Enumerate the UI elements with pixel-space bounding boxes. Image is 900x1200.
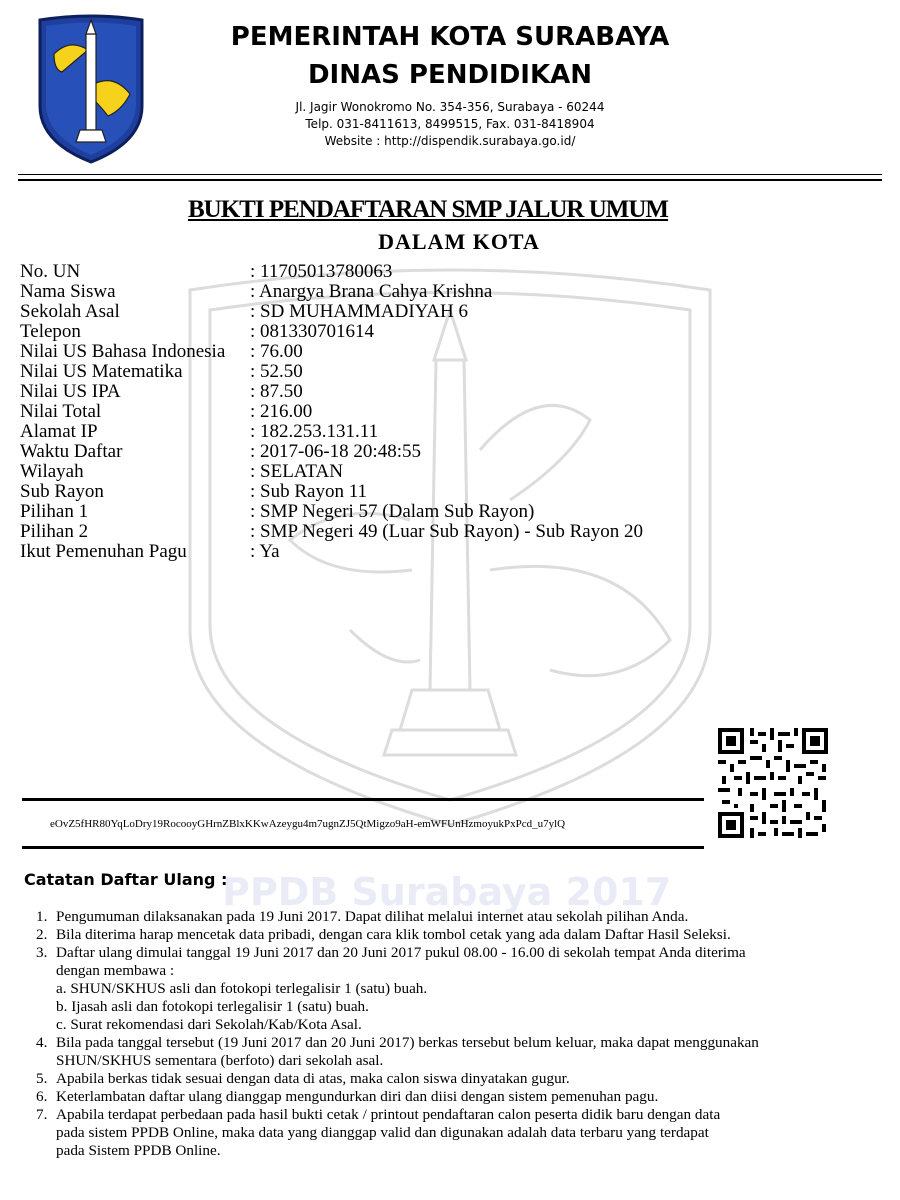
field-label: No. UN (20, 261, 81, 282)
field-value: : 11705013780063 (250, 261, 393, 282)
department-name: DINAS PENDIDIKAN (307, 60, 593, 90)
office-phone: Telp. 031-8411613, 8499515, Fax. 031-8418904 (305, 117, 595, 131)
ppdb-watermark-text: PPDB Surabaya 2017 (222, 870, 672, 914)
header-divider-thick (18, 179, 882, 181)
note-item: 4. Bila pada tanggal tersebut (19 Juni 2017 dan 20 Juni 2017) berkas tersebut belum keluar, maka dapat menggunakan (36, 1034, 759, 1051)
field-row-score-indonesian (20, 342, 643, 362)
field-row-origin-school (20, 302, 643, 322)
field-value: : 182.253.131.11 (250, 421, 379, 442)
field-row-registration-time (20, 442, 643, 462)
government-name: PEMERINTAH KOTA SURABAYA (230, 22, 670, 52)
code-top-divider (22, 798, 704, 801)
field-row-student-name (20, 282, 643, 302)
field-label: Nilai US Matematika (20, 361, 183, 382)
field-label: Nilai US Bahasa Indonesia (20, 341, 226, 362)
field-row-score-science (20, 382, 643, 402)
field-label: Alamat IP (20, 421, 98, 442)
note-continuation: pada Sistem PPDB Online. (56, 1142, 221, 1159)
note-text: Keterlambatan daftar ulang dianggap mengundurkan diri dan diisi dengan sistem pemenuhan pagu. (56, 1088, 659, 1105)
qr-code (716, 726, 830, 840)
field-row-region (20, 462, 643, 482)
field-label: Sekolah Asal (20, 301, 120, 322)
re-registration-notes (36, 908, 886, 1160)
field-value: : Ya (250, 541, 280, 562)
field-value: : 2017-06-18 20:48:55 (250, 441, 421, 462)
field-row-quota-fulfillment (20, 542, 643, 562)
field-label: Sub Rayon (20, 481, 104, 502)
field-label: Telepon (20, 321, 81, 342)
note-subitem: a. SHUN/SKHUS asli dan fotokopi terlegalisir 1 (satu) buah. (56, 980, 428, 997)
note-text: Bila pada tanggal tersebut (19 Juni 2017 dan 20 Juni 2017) berkas tersebut belum keluar, maka dapat menggunakan (56, 1034, 759, 1051)
field-value: : SMP Negeri 49 (Luar Sub Rayon) - Sub Rayon 20 (250, 521, 643, 542)
field-value: : Sub Rayon 11 (250, 481, 367, 502)
header-divider-thin (18, 174, 882, 175)
office-website: Website : http://dispendik.surabaya.go.id/ (324, 134, 576, 148)
note-text: Apabila berkas tidak sesuai dengan data di atas, maka calon siswa dinyatakan gugur. (56, 1070, 570, 1087)
note-continuation: dengan membawa : (56, 962, 175, 979)
note-item: 3. Daftar ulang dimulai tanggal 19 Juni 2017 dan 20 Juni 2017 pukul 08.00 - 16.00 di sekolah tempat Anda diterima (36, 944, 746, 961)
note-item: 6. Keterlambatan daftar ulang dianggap mengundurkan diri dan diisi dengan sistem pemenuhan pagu. (36, 1088, 659, 1105)
note-text: Pengumuman dilaksanakan pada 19 Juni 2017. Dapat dilihat melalui internet atau sekolah pilihan Anda. (56, 908, 689, 925)
field-row-phone (20, 322, 643, 342)
field-value: : 87.50 (250, 381, 303, 402)
field-label: Pilihan 2 (20, 521, 89, 542)
field-row-sub-rayon (20, 482, 643, 502)
note-text: Bila diterima harap mencetak data pribadi, dengan cara klik tombol cetak yang ada dalam Daftar Hasil Seleksi. (56, 926, 731, 943)
note-subitem: b. Ijasah asli dan fotokopi terlegalisir 1 (satu) buah. (56, 998, 369, 1015)
field-label: Ikut Pemenuhan Pagu (20, 541, 187, 562)
field-value: : Anargya Brana Cahya Krishna (250, 281, 493, 302)
registration-details (20, 262, 643, 562)
field-label: Nilai Total (20, 401, 102, 422)
field-label: Nama Siswa (20, 281, 116, 302)
field-value: : SELATAN (250, 461, 343, 482)
field-value: : SMP Negeri 57 (Dalam Sub Rayon) (250, 501, 535, 522)
field-label: Wilayah (20, 461, 84, 482)
note-item: 7. Apabila terdapat perbedaan pada hasil bukti cetak / printout pendaftaran calon peserta didik baru dengan data (36, 1106, 721, 1123)
verification-code: eOvZ5fHR80YqLoDry19RocooyGHrnZBlxKKwAzeygu4m7ugnZJ5QtMigzo9aH-emWFUnHzmoyukPxPcd_u7ylQ (50, 818, 566, 830)
note-text: Daftar ulang dimulai tanggal 19 Juni 2017 dan 20 Juni 2017 pukul 08.00 - 16.00 di sekolah tempat Anda diterima (56, 944, 746, 961)
note-item: 2. Bila diterima harap mencetak data pribadi, dengan cara klik tombol cetak yang ada dalam Daftar Hasil Seleksi. (36, 926, 731, 943)
notes-title: Catatan Daftar Ulang : (24, 870, 228, 889)
field-label: Pilihan 1 (20, 501, 89, 522)
field-value: : SD MUHAMMADIYAH 6 (250, 301, 468, 322)
field-row-no-un (20, 262, 643, 282)
field-row-choice-2 (20, 522, 643, 542)
field-row-ip-address (20, 422, 643, 442)
field-label: Waktu Daftar (20, 441, 123, 462)
field-value: : 52.50 (250, 361, 303, 382)
field-row-choice-1 (20, 502, 643, 522)
note-subitem: c. Surat rekomendasi dari Sekolah/Kab/Kota Asal. (56, 1016, 362, 1033)
field-value: : 081330701614 (250, 321, 375, 342)
note-continuation: SHUN/SKHUS sementara (berfoto) dari sekolah asal. (56, 1052, 384, 1069)
field-value: : 216.00 (250, 401, 313, 422)
note-text: Apabila terdapat perbedaan pada hasil bukti cetak / printout pendaftaran calon peserta didik baru dengan data (56, 1106, 721, 1123)
code-bottom-divider (22, 846, 704, 849)
note-continuation: pada sistem PPDB Online, maka data yang dianggap valid dan digunakan adalah data terbaru yang terdapat (56, 1124, 709, 1141)
document-title: BUKTI PENDAFTARAN SMP JALUR UMUM (188, 196, 669, 223)
field-value: : 76.00 (250, 341, 303, 362)
field-row-score-math (20, 362, 643, 382)
note-item: 5. Apabila berkas tidak sesuai dengan data di atas, maka calon siswa dinyatakan gugur. (36, 1070, 570, 1087)
office-address: Jl. Jagir Wonokromo No. 354-356, Surabaya - 60244 (295, 100, 605, 114)
note-item: 1. Pengumuman dilaksanakan pada 19 Juni 2017. Dapat dilihat melalui internet atau sekolah pilihan Anda. (36, 908, 689, 925)
field-label: Nilai US IPA (20, 381, 121, 402)
document-subtitle: DALAM KOTA (378, 229, 540, 254)
field-row-score-total (20, 402, 643, 422)
